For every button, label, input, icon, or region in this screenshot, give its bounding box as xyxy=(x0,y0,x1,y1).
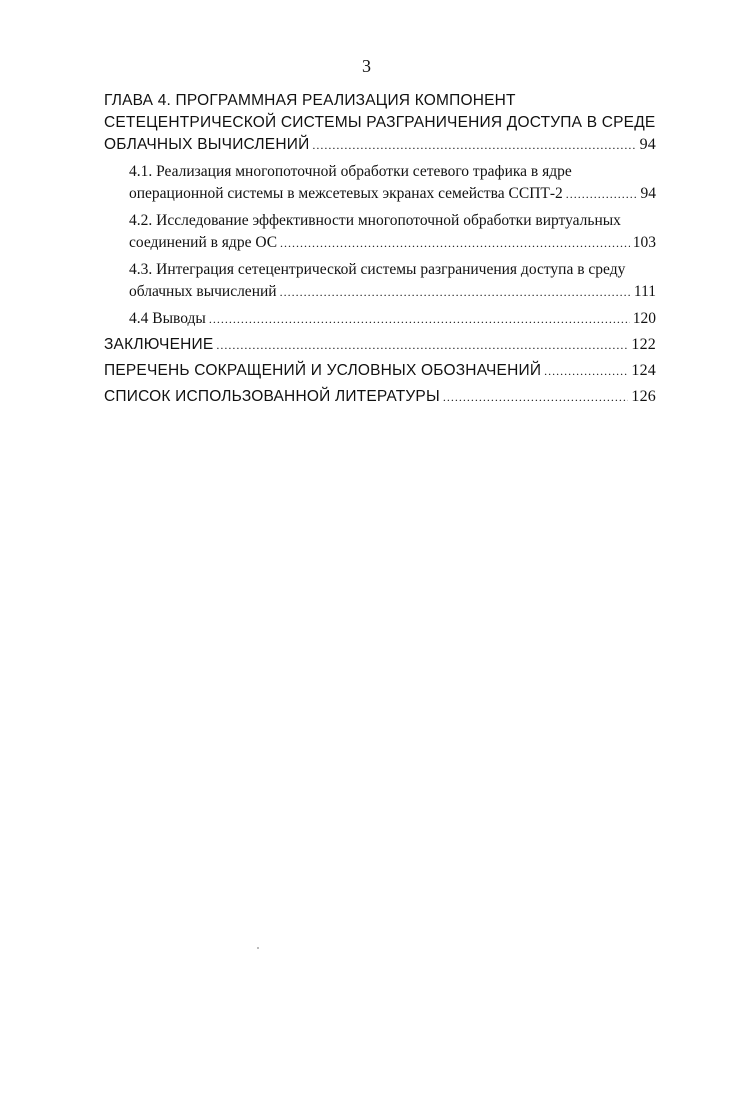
toc-entry-text-line: СЕТЕЦЕНТРИЧЕСКОЙ СИСТЕМЫ РАЗГРАНИЧЕНИЯ ДОСТУПА В СРЕДЕ xyxy=(104,114,656,131)
toc-page-number: 94 xyxy=(639,136,656,153)
dot-leader xyxy=(566,183,638,205)
toc-entry-section-4-1[interactable] xyxy=(104,161,656,205)
toc-entry-section-4-2[interactable] xyxy=(104,210,656,254)
scan-speck xyxy=(257,947,259,949)
toc-entry-section-4-4[interactable] xyxy=(104,308,656,330)
toc-page-number: 103 xyxy=(632,234,656,251)
toc-entry-section-4-3[interactable] xyxy=(104,259,656,303)
toc-entry-title-end: СПИСОК ИСПОЛЬЗОВАННОЙ ЛИТЕРАТУРЫ xyxy=(104,388,440,405)
toc-entry-text-line: 4.2. Исследование эффективности многопоточной обработки виртуальных xyxy=(129,212,621,229)
toc-entry-chapter-4[interactable] xyxy=(104,90,656,156)
toc-page-number: 120 xyxy=(632,310,656,327)
toc-entry-text-line: 4.3. Интеграция сетецентрической системы разграничения доступа в среду xyxy=(129,261,626,278)
toc-entry-text-line: 4.1. Реализация многопоточной обработки сетевого трафика в ядре xyxy=(129,163,572,180)
toc-entry-title-end: ПЕРЕЧЕНЬ СОКРАЩЕНИЙ И УСЛОВНЫХ ОБОЗНАЧЕНИЙ xyxy=(104,362,542,379)
toc-page-number: 124 xyxy=(631,362,656,379)
toc-entry-title-end: ЗАКЛЮЧЕНИЕ xyxy=(104,336,214,353)
dot-leader xyxy=(443,386,629,408)
toc-entry-title-end: облачных вычислений xyxy=(129,283,277,300)
page-number: 3 xyxy=(362,56,371,76)
toc-entry-title-end: операционной системы в межсетевых экранах семейства ССПТ-2 xyxy=(129,185,563,202)
dot-leader xyxy=(280,232,630,254)
toc-entry-title-end: соединений в ядре ОС xyxy=(129,234,278,251)
dot-leader xyxy=(280,281,631,303)
toc-entry-references[interactable] xyxy=(104,386,656,408)
toc-entry-abbreviations[interactable] xyxy=(104,360,656,382)
toc-entry-text-line: ГЛАВА 4. ПРОГРАММНАЯ РЕАЛИЗАЦИЯ КОМПОНЕНТ xyxy=(104,92,516,109)
dot-leader xyxy=(209,308,630,330)
toc-page-number: 94 xyxy=(640,185,656,202)
dot-leader xyxy=(216,334,628,356)
toc-entry-title-end: 4.4 Выводы xyxy=(129,310,206,327)
dot-leader xyxy=(544,360,628,382)
toc-page-number: 126 xyxy=(631,388,656,405)
table-of-contents xyxy=(104,90,656,408)
toc-entry-title-end: ОБЛАЧНЫХ ВЫЧИСЛЕНИЙ xyxy=(104,136,310,153)
dot-leader xyxy=(312,134,636,156)
toc-entry-conclusion[interactable] xyxy=(104,334,656,356)
toc-page-number: 122 xyxy=(631,336,656,353)
toc-page-number: 111 xyxy=(633,283,656,300)
